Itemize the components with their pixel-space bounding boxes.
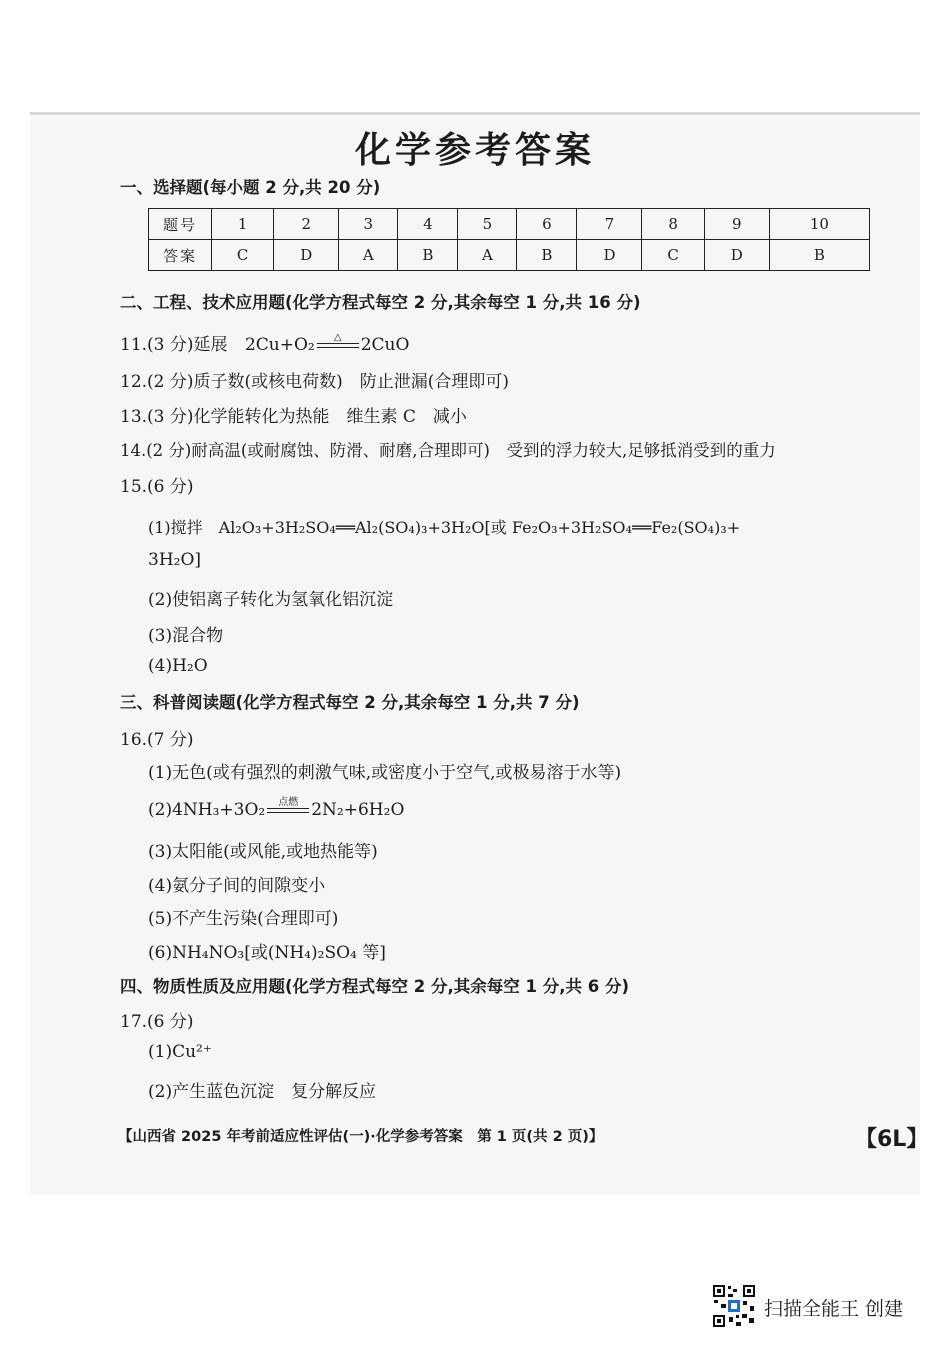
table-cell: D bbox=[577, 240, 642, 271]
page-title: 化学参考答案 bbox=[354, 129, 595, 171]
table-row-numbers bbox=[149, 209, 870, 240]
answer-q17-part2: (2)产生蓝色沉淀 复分解反应 bbox=[148, 1082, 377, 1102]
table-cell: 8 bbox=[642, 209, 704, 240]
table-cell: 7 bbox=[577, 209, 642, 240]
answer-q15-part3: (3)混合物 bbox=[148, 626, 224, 646]
answer-q15-part2: (2)使铝离子转化为氢氧化铝沉淀 bbox=[148, 590, 394, 610]
table-cell: D bbox=[274, 240, 339, 271]
table-cell: 2 bbox=[274, 209, 339, 240]
answer-q16-part3: (3)太阳能(或风能,或地热能等) bbox=[148, 842, 378, 862]
answer-q17-part1: (1)Cu²⁺ bbox=[148, 1042, 212, 1062]
answer-table bbox=[148, 208, 870, 271]
answer-q16-part1: (1)无色(或有强烈的刺激气味,或密度小于空气,或极易溶于水等) bbox=[148, 763, 622, 783]
table-cell: 6 bbox=[517, 209, 577, 240]
answer-q14: 14.(2 分)耐高温(或耐腐蚀、防滑、耐磨,合理即可) 受到的浮力较大,足够抵消受到的重力 bbox=[120, 441, 776, 460]
table-cell: 3 bbox=[339, 209, 398, 240]
table-row-label: 题号 bbox=[149, 209, 212, 240]
table-cell: C bbox=[642, 240, 704, 271]
answer-q16-part5: (5)不产生污染(合理即可) bbox=[148, 909, 339, 929]
q16-products: 2N₂+6H₂O bbox=[311, 800, 405, 820]
page-footer: 【山西省 2025 年考前适应性评估(一)·化学参考答案 第 1 页(共 2 页)】 bbox=[118, 1129, 604, 1145]
table-cell: C bbox=[212, 240, 274, 271]
table-cell: B bbox=[398, 240, 458, 271]
reaction-arrow bbox=[317, 333, 359, 358]
reaction-condition: △ bbox=[333, 332, 342, 343]
section1-heading: 一、选择题(每小题 2 分,共 20 分) bbox=[120, 178, 381, 197]
reaction-arrow bbox=[267, 798, 309, 823]
table-cell: 1 bbox=[212, 209, 274, 240]
paper-code-badge: 【6L】 bbox=[855, 1127, 929, 1152]
answer-q15-part1: (1)搅拌 Al₂O₃+3H₂SO₄══Al₂(SO₄)₃+3H₂O[或 Fe₂O₃+3H₂SO₄══Fe₂(SO₄)₃+ bbox=[148, 518, 741, 537]
watermark-text: 扫描全能王 创建 bbox=[764, 1298, 904, 1320]
answer-q16-part2 bbox=[148, 798, 404, 823]
table-cell: B bbox=[769, 240, 869, 271]
table-cell: 5 bbox=[458, 209, 517, 240]
table-cell: D bbox=[704, 240, 769, 271]
table-row-answers bbox=[149, 240, 870, 271]
q11-prefix: 11.(3 分)延展 bbox=[120, 335, 228, 355]
answer-q12: 12.(2 分)质子数(或核电荷数) 防止泄漏(合理即可) bbox=[120, 372, 510, 392]
q11-reactants: 2Cu+O₂ bbox=[244, 335, 315, 355]
answer-q13: 13.(3 分)化学能转化为热能 维生素 C 减小 bbox=[120, 407, 467, 427]
q16-reactants: (2)4NH₃+3O₂ bbox=[148, 800, 266, 820]
answer-q17-header: 17.(6 分) bbox=[120, 1012, 194, 1032]
reaction-condition: 点燃 bbox=[278, 797, 299, 808]
table-row-label: 答案 bbox=[149, 240, 212, 271]
section4-heading: 四、物质性质及应用题(化学方程式每空 2 分,其余每空 1 分,共 6 分) bbox=[120, 977, 630, 996]
table-cell: 9 bbox=[704, 209, 769, 240]
table-cell: A bbox=[339, 240, 398, 271]
answer-q16-part4: (4)氨分子间的间隙变小 bbox=[148, 876, 326, 896]
answer-q15-part4: (4)H₂O bbox=[148, 656, 208, 676]
section2-heading: 二、工程、技术应用题(化学方程式每空 2 分,其余每空 1 分,共 16 分) bbox=[120, 293, 641, 312]
qr-code-icon bbox=[712, 1284, 756, 1328]
answer-q16-header: 16.(7 分) bbox=[120, 730, 194, 750]
table-cell: 10 bbox=[769, 209, 869, 240]
scanned-page bbox=[30, 115, 920, 1195]
q11-products: 2CuO bbox=[360, 335, 410, 355]
table-cell: A bbox=[458, 240, 517, 271]
section3-heading: 三、科普阅读题(化学方程式每空 2 分,其余每空 1 分,共 7 分) bbox=[120, 693, 580, 712]
answer-q16-part6: (6)NH₄NO₃[或(NH₄)₂SO₄ 等] bbox=[148, 943, 386, 963]
answer-q15-header: 15.(6 分) bbox=[120, 477, 194, 497]
answer-q11 bbox=[120, 330, 409, 358]
table-cell: 4 bbox=[398, 209, 458, 240]
answer-q15-part1-cont: 3H₂O] bbox=[148, 550, 202, 570]
table-cell: B bbox=[517, 240, 577, 271]
